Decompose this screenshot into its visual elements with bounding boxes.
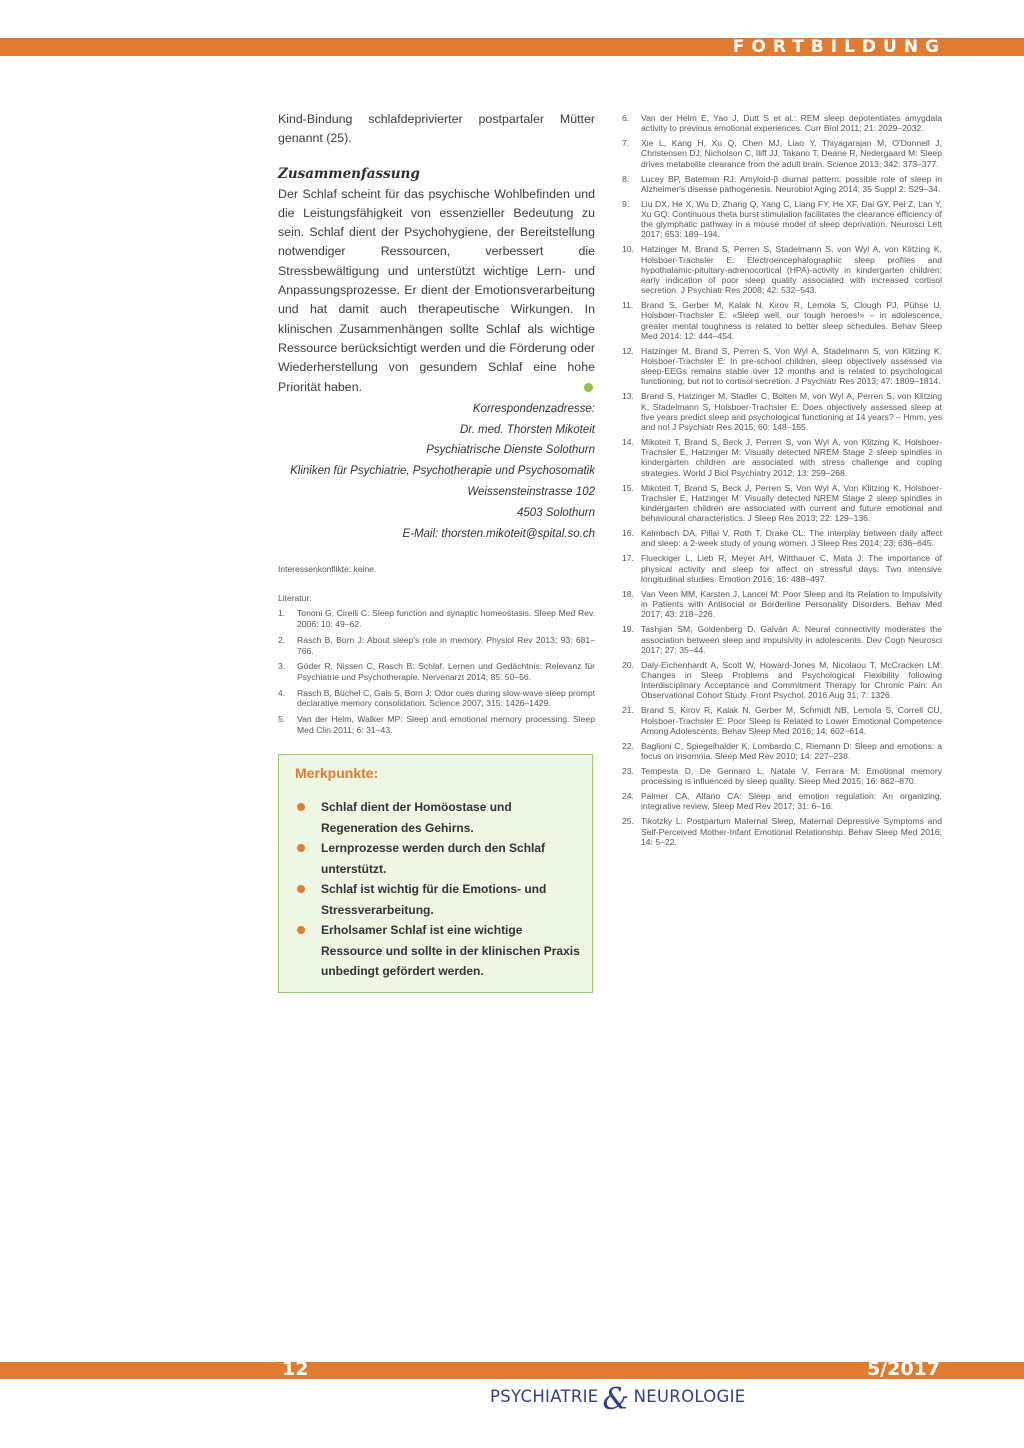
merkpunkt-text: Schlaf dient der Homöostase und Regeneration des Gehirns. [321,800,512,835]
bullet-icon [297,803,305,811]
reference-item [622,437,942,478]
reference-item [622,589,942,620]
reference-text: Flueckiger L, Lieb R, Meyer AH, Witthauer C, Mata J: The importance of physical activity and sleep for affect on stressful days: Two intensive longitudinal studies. Emotion 2016; 16: 488–497. [641,553,942,584]
bullet-icon [297,844,305,852]
reference-number: 19. [622,624,634,635]
reference-item [622,346,942,387]
merkpunkte-box [278,754,593,993]
reference-number: 4. [278,687,286,698]
reference-text: Mikoteit T, Brand S, Beck J, Perren S, Von Wyl A, Von Klitzing K, Holsboer-Trachsler E, Hatzinger M: Visually detected NREM Stage 2 sleep spindles in kindergarten children are associated with current and future emotional and behavioural characteristics. J Sleep Res 2013; 22: 129–136. [641,482,942,524]
reference-text: Rasch B, Büchel C, Gais S, Born J: Odor cues during slow-wave sleep prompt declarative memory consolidation. Science 2007; 315: 1426–1429. [297,687,595,709]
reference-item [622,138,942,169]
reference-item [622,391,942,432]
reference-item [278,688,595,709]
address-label: Korrespondenzadresse: [472,402,595,415]
reference-item [622,553,942,584]
reference-text: Brand S, Gerber M, Kalak N, Kirov R, Lemola S, Clough PJ, Pühse U, Holsboer-Trachsler E: «Sleep well, our tough heroes!» – in adolescence, greater mental toughness is related to better sleep schedules. Behav Sleep Med 2014: 12: 444–454. [641,300,942,341]
reference-item [278,714,595,735]
reference-item [622,791,942,811]
reference-item [622,199,942,240]
reference-text: Hatzinger M, Brand S, Perren S, Stadelmann S, von Wyl A, von Klitzing K, Holsboer-Trachsler E: Electroencephalographic sleep profiles and hypothalamic-pituitary-adrenocortical (HPA)-activity in kindergarten children: early indication of poor sleep quality associated with increased cortisol secretion. J Psychiatr Res 2008; 42: 532–543. [641,244,942,296]
merkpunkt-text: Schlaf ist wichtig für die Emotions- und Stressverarbeitung. [321,882,547,917]
reference-text: Xie L, Kang H, Xu Q, Chen MJ, Liao Y, Thiyagarajan M, O'Donnell J, Christensen DJ, Nicholson C, Iliff JJ, Takano T, Deane R, Nedergaard M: Sleep drives metabolite clearance from the adult brain. Science 2013; 342: 373–377. [641,138,942,169]
merkpunkt-item [295,920,580,982]
reference-item [278,608,595,629]
page-number: 12 [282,1358,309,1380]
reference-item [622,174,942,194]
reference-number: 2. [278,634,286,645]
journal-logo [490,1378,746,1417]
summary-text: Der Schlaf scheint für das psychische Wohlbefinden und die Leistungsfähigkeit von essenzieller Bedeutung zu sein. Schlaf dient der Psychohygiene, der Bereitstellung notwendiger Ressourcen, verbessert die Stressbewältigung und unterstützt wichtige Lern- und Anpassungsprozesse. Er dient der Emotionsverarbeitung und hat damit auch therapeutische Wirkungen. In klinischen Zusammenhängen sollte Schlaf als wichtige Ressource berücksichtigt werden und die Förderung oder Wiederherstellung von gesundem Schlaf eine hohe Priorität haben. [278,186,595,394]
literature-label: Literatur: [278,593,312,604]
reference-number: 13. [622,391,634,402]
reference-text: Tononi G, Cirelli C: Sleep function and synaptic homeostasis. Sleep Med Rev. 2006; 10: 49–62. [297,608,595,630]
reference-list-left [278,608,595,735]
address-city: 4503 Solothurn [516,506,595,519]
reference-number: 16. [622,528,634,539]
reference-number: 9. [622,198,630,209]
reference-text: Brand S, Kirov R, Kalak N, Gerber M, Schmidt NB, Lemola S, Correll CU, Holsboer-Trachsler E: Poor Sleep Is Related to Lower Emotional Competence Among Adolescents. Behav Sleep Med 2016; 14: 602–614. [641,705,942,736]
reference-number: 12. [622,345,634,356]
reference-text: Tikotzky L: Postpartum Maternal Sleep, Maternal Depressive Symptoms and Self-Perceived Mother-Infant Emotional Relationship. Behav Sleep Med 2016; 14: 5–22. [641,816,942,847]
merkpunkt-text: Lernprozesse werden durch den Schlaf unterstützt. [321,841,546,876]
reference-number: 7. [622,138,630,149]
reference-number: 1. [278,608,286,619]
reference-text: Daly-Eichenhardt A, Scott W, Howard-Jones M, Nicolaou T, McCracken LM: Changes in Sleep Problems and Psychological Flexibility following Interdisciplinary Acceptance and Commitment Therapy for Chronic Pain: An Observational Cohort Study. Front Psychol. 2016 Aug 31; 7: 1326. [641,659,942,701]
section-label: FORTBILDUNG [732,37,946,57]
reference-number: 18. [622,588,634,599]
merkpunkt-item [295,838,580,879]
merkpunkt-text: Erholsamer Schlaf ist eine wichtige Ressource und sollte in der klinischen Praxis unbedingt gefördert werden. [321,923,580,979]
reference-text: Tashjian SM, Goldenberg D, Galván A: Neural connectivity moderates the association between sleep and impulsivity in adolescents. Dev Cogn Neurosci 2017; 27: 35–44. [641,624,942,655]
reference-text: Van der Helm E, Yao J, Dutt S et al.: REM sleep depotentiates amygdala activity to previous emotional experiences. Curr Biol 2011; 21: 2029–2032. [641,113,942,134]
issue-number: 5/2017 [866,1358,940,1380]
reference-item [278,635,595,656]
reference-item [622,483,942,524]
address-institution: Psychiatrische Dienste Solothurn [426,444,595,457]
reference-number: 10. [622,244,634,255]
reference-text: Palmer CA, Alfano CA: Sleep and emotion regulation: An organizing, integrative review. Sleep Med Rev 2017; 31: 6–16. [641,791,942,812]
reference-number: 25. [622,816,634,827]
reference-number: 24. [622,791,634,802]
reference-number: 15. [622,482,634,493]
reference-text: Hatzinger M, Brand S, Perren S, Von Wyl A, Stadelmann S, von Klitzing K, Holsboer-Trachsler E: In pre-school children, sleep objectively assessed via sleep-EEGs remains stable over 12 months and is related to psychological functioning, but not to cortisol secretion. J Psychiatr Res 2013; 47: 1809–1814. [641,345,942,387]
reference-text: Baglioni C, Spiegelhalder K, Lombardo C, Riemann D: Sleep and emotions: a focus on insomnia. Sleep Med Rev 2010; 14: 227–238. [641,740,942,761]
merkpunkt-item [295,879,580,920]
reference-text: Van der Helm, Walker MP: Sleep and emotional memory processing. Sleep Med Clin 2011; 6: 31–43. [297,714,595,735]
journal-name-part1: PSYCHIATRIE [490,1386,599,1406]
reference-number: 6. [622,113,630,123]
reference-text: Göder R, Nissen C, Rasch B: Schlaf, Lernen und Gedächtnis: Relevanz für Psychiatrie und Psychotherapie. Nervenarzt 2014; 85: 50–56. [297,661,595,682]
address-email: E-Mail: thorsten.mikoteit@spital.so.ch [402,527,595,540]
bullet-icon [297,885,305,893]
reference-item [622,660,942,701]
reference-item [622,766,942,786]
reference-number: 11. [622,300,634,311]
reference-number: 21. [622,705,634,716]
conflicts-note: Interessenkonflikte: keine. [278,564,377,575]
reference-item [622,113,942,133]
reference-item [622,705,942,736]
reference-item [278,661,595,682]
address-street: Weissensteinstrasse 102 [467,486,595,499]
journal-ampersand: & [602,1381,630,1417]
reference-item [622,624,942,655]
address-name: Dr. med. Thorsten Mikoteit [459,423,595,436]
reference-text: Tempesta D, De Gennaro L, Natale V, Ferrara M: Emotional memory processing is influenced by sleep quality. Sleep Med 2015; 16: 862–870. [641,765,942,787]
merkpunkt-item [295,797,580,838]
correspondence-address [278,399,595,545]
reference-number: 23. [622,765,634,776]
summary-paragraph [278,185,595,397]
reference-list-right [622,113,942,852]
summary-heading: Zusammenfassung [278,165,420,182]
reference-text: Rasch B, Born J: About sleep's role in memory. Physiol Rev 2013; 93: 681–766. [297,634,595,656]
reference-item [622,741,942,761]
reference-item [622,816,942,847]
merkpunkte-title: Merkpunkte: [295,765,379,782]
reference-text: Kalmbach DA, Pillai V, Roth T, Drake CL: The interplay between daily affect and sleep: a 2-week study of young women. J Sleep Res 2014; 23: 636–645. [641,528,942,549]
reference-text: Liu DX, He X, Wu D, Zhang Q, Yang C, Liang FY, He XF, Dai GY, Pei Z, Lan Y, Xu GQ: Continuous theta burst stimulation facilitates the clearance efficiency of the glymphatic pathway in a mouse model of sleep deprivation. Neurosci Lett 2017; 653: 189–194. [641,198,942,240]
end-of-article-marker [584,383,593,392]
reference-text: Brand S, Hatzinger M, Stadler C, Bolten M, von Wyl A, Perren S, von Klitzing K, Stadelmann S, Holsboer-Trachsler E: Does objectively assessed sleep at five years predict sleep and psychological functioning at 14 years? – Hmm, yes and no! J Psychiatr Res 2015; 60: 148–155. [641,391,942,433]
intro-paragraph: Kind-Bindung schlafdeprivierter postpartaler Mütter genannt (25). [278,112,595,146]
reference-number: 22. [622,740,634,751]
reference-text: Van Veen MM, Karsten J, Lancel M: Poor Sleep and Its Relation to Impulsivity in Patients with Antisocial or Borderline Personality Disorders. Behav Med 2017; 43: 218–226. [641,588,942,620]
bullet-icon [297,926,305,934]
reference-number: 20. [622,659,634,670]
reference-number: 5. [278,714,286,725]
reference-text: Lucey BP, Bateman RJ: Amyloid-β diurnal pattern: possible role of sleep in Alzheimer's disease pathogenesis. Neurobiol Aging 2014; 35 Suppl 2: S29–34. [641,173,942,194]
journal-name-part2: NEUROLOGIE [633,1386,746,1406]
reference-item [622,300,942,341]
reference-text: Mikoteit T, Brand S, Beck J, Perren S, von Wyl A, von Klitzing K, Holsboer-Trachsler E, Hatzinger M: Visually detected NREM Stage 2 sleep spindles in kindergarten children are associated with stress challenge and coping strategies. World J Biol Psychiatry 2012; 13: 259–268. [641,437,942,478]
address-clinic: Kliniken für Psychiatrie, Psychotherapie und Psychosomatik [290,465,595,478]
left-column [278,110,595,993]
reference-number: 8. [622,173,630,184]
reference-item [622,244,942,295]
reference-item [622,528,942,548]
reference-number: 14. [622,437,634,448]
reference-number: 3. [278,661,286,672]
reference-number: 17. [622,553,634,564]
